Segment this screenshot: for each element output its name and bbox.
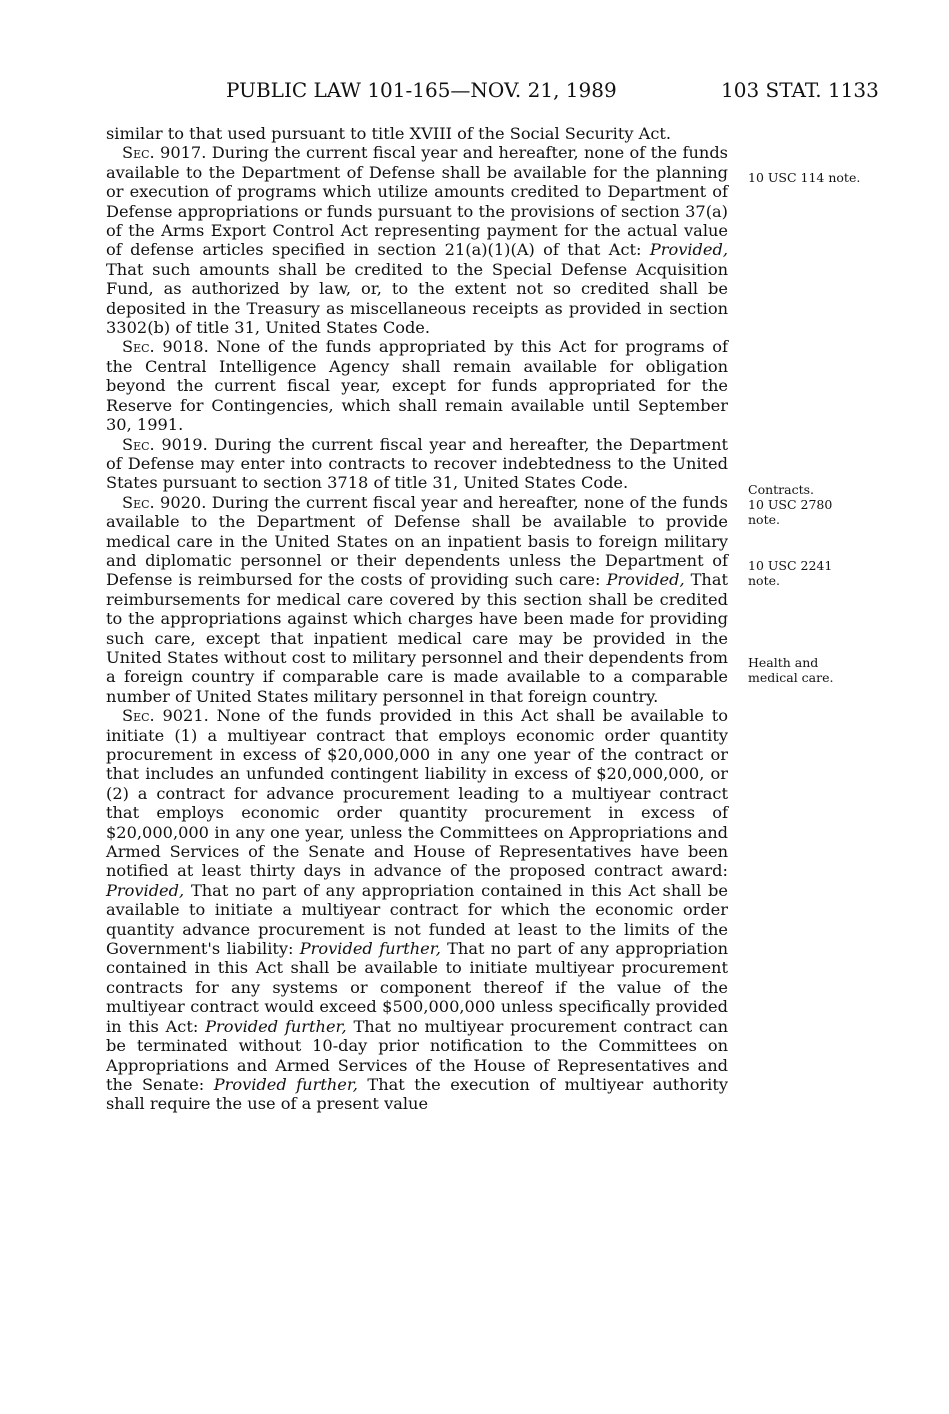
- margin-note-line: Health and: [748, 655, 819, 670]
- margin-note-line: medical care.: [748, 670, 834, 685]
- section-label: Sec.: [122, 434, 155, 454]
- margin-note-contracts: [748, 482, 878, 527]
- paragraph-text: 9019. During the current fiscal year and hereafter, the Department of Defense may enter into contracts to recover indebtedness to the United States pursuant to section 3718 of title 31, United States Code.: [106, 434, 728, 493]
- margin-note-line: 10 USC 2241: [748, 558, 833, 573]
- paragraph-continuation: [106, 124, 728, 143]
- body-text: [106, 124, 728, 1114]
- paragraph-text: 9017. During the current fiscal year and hereafter, none of the funds available to the Department of Defense shall be available for the planning or execution of programs which utilize amounts credited to Department of Defense appropriations or funds pursuant to the provisions of section 37(a) of the Arms Export Control Act representing payment for the actual value of defense articles specified in section 21(a)(1)(A) of that Act: Provided, That such amounts shall be credited to the Special Defense Acquisition Fund, as authorized by law, or, to the extent not so credited shall be deposited in the Treasury as miscellaneous receipts as provided in section 3302(b) of title 31, United States Code.: [106, 143, 728, 338]
- margin-note-health: [748, 655, 878, 685]
- law-title: PUBLIC LAW 101-165—NOV. 21, 1989: [226, 78, 617, 102]
- section-9020: [106, 493, 728, 706]
- running-header: [0, 76, 949, 104]
- section-label: Sec.: [122, 143, 155, 163]
- margin-note-usc-114: [748, 170, 878, 185]
- stat-page-number: 103 STAT. 1133: [721, 78, 879, 102]
- paragraph-text: similar to that used pursuant to title XVIII of the Social Security Act.: [106, 124, 672, 143]
- paragraph-text: 9020. During the current fiscal year and hereafter, none of the funds available to the Department of Defense shall be available to provide medical care in the United States on an inpatient basis to foreign military and diplomatic personnel or their dependents unless the Department of Defense is reimbursed for the costs of providing such care: Provided, That reimbursements for medical care covered by this section shall be credited to the appropriations against which charges have been made for providing such care, except that inpatient medical care may be provided in the United States without cost to military personnel and their dependents from a foreign country if comparable care is made available to a comparable number of United States military personnel in that foreign country.: [106, 492, 728, 706]
- section-label: Sec.: [122, 337, 155, 357]
- paragraph-text: 9021. None of the funds provided in this Act shall be available to initiate (1) a multiyear contract that employs economic order quantity procurement in excess of $20,000,000 in any one year of the contract or that includes an unfunded contingent liability in excess of $20,000,000, or (2) a contract for advance procurement leading to a multiyear contract that employs economic order quantity procurement in excess of $20,000,000 in any one year, unless the Committees on Appropriations and Armed Services of the Senate and House of Representatives have been notified at least thirty days in advance of the proposed contract award: Provided, That no part of any appropriation contained in this Act shall be available to initiate a multiyear contract for which the economic order quantity advance procurement is not funded at least to the limits of the Government's liability: Provided further, That no part of any appropriation contained in this Act shall be available to initiate multiyear procurement contracts for any systems or component thereof if the value of the multiyear contract would exceed $500,000,000 unless specifically provided in this Act: Provided further, That no multiyear procurement contract can be terminated without 10-day prior notification to the Committees on Appropriations and Armed Services of the House of Representatives and the Senate: Provided further, That the execution of multiyear authority shall require the use of a present value: [106, 706, 729, 1114]
- margin-note-line: Contracts.: [748, 482, 815, 497]
- margin-note-line: 10 USC 114 note.: [748, 170, 861, 185]
- margin-note-usc-2241: [748, 558, 878, 588]
- margin-note-line: 10 USC 2780 note.: [748, 497, 833, 527]
- margin-note-line: note.: [748, 573, 780, 588]
- section-9019: [106, 435, 728, 493]
- section-9021: [106, 706, 728, 1114]
- section-label: Sec.: [122, 492, 155, 512]
- section-label: Sec.: [122, 706, 155, 726]
- paragraph-text: 9018. None of the funds appropriated by this Act for programs of the Central Intelligence Agency shall remain available for obligation beyond the current fiscal year, except for funds appropriated for the Reserve for Contingencies, which shall remain available until September 30, 1991.: [106, 337, 728, 435]
- section-9017: [106, 143, 728, 337]
- section-9018: [106, 337, 728, 434]
